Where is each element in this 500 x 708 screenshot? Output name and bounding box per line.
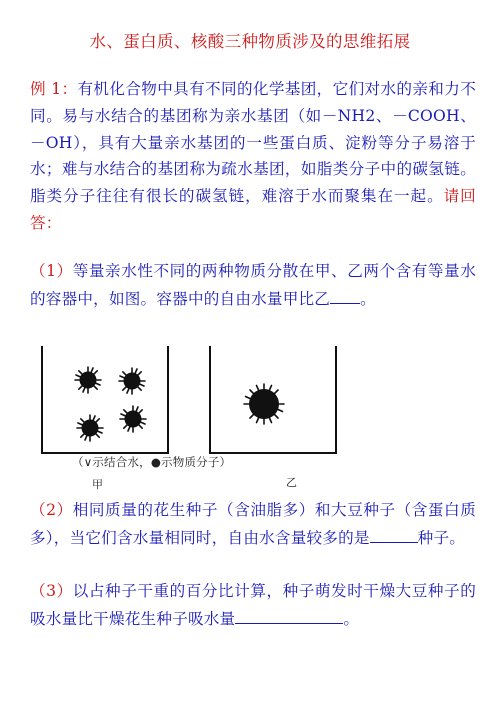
question-3-end: 。: [343, 609, 360, 628]
answer-blank-2[interactable]: [370, 524, 418, 543]
molecule-small: [120, 406, 146, 432]
question-3-text: 以占种子干重的百分比计算，种子萌发时干燥大豆种子的吸水量比干燥花生种子吸水量: [30, 582, 476, 628]
molecule-small: [75, 367, 101, 393]
container-a: [42, 346, 168, 453]
question-3: [30, 578, 476, 633]
question-3-number: （3）: [30, 582, 73, 600]
example-prompt: 请回答：: [30, 187, 476, 232]
molecule-small: [119, 368, 145, 394]
example-paragraph: [30, 76, 476, 237]
container-a-label: 甲: [92, 478, 103, 491]
question-1-number: （1）: [30, 262, 73, 280]
container-figure: [40, 344, 340, 494]
question-2: [30, 497, 476, 552]
question-1-text: 等量亲水性不同的两种物质分散在甲、乙两个含有等量水的容器中，如图。容器中的自由水量甲比乙: [30, 262, 476, 308]
molecule-small: [77, 415, 103, 441]
question-2-end: 种子。: [417, 528, 466, 547]
question-2-text: 相同质量的花生种子（含油脂多）和大豆种子（含蛋白质多），当它们含水量相同时，自由水含量较多的是: [30, 501, 476, 547]
question-1: [30, 258, 476, 313]
example-label: 例 1：: [30, 80, 78, 98]
answer-blank-3[interactable]: [235, 605, 343, 624]
example-text: 有机化合物中具有不同的化学基团，它们对水的亲和力不同。易与水结合的基团称为亲水基团（如－NH2、－COOH、－OH），具有大量亲水基团的一些蛋白质、淀粉等分子易溶于水；难与水结合的基团称为疏水基团，如脂类分子中的碳氢链。脂类分子往往有很长的碳氢链，难溶于水而聚集在一起。: [30, 80, 476, 206]
question-1-end: 。: [360, 289, 376, 308]
molecule-large: [244, 384, 284, 424]
question-2-number: （2）: [30, 501, 73, 519]
figure-caption: （∨示结合水，●示物质分子）: [72, 455, 232, 469]
figure-diagram: [40, 344, 340, 456]
page-title: 水、蛋白质、核酸三种物质涉及的思维拓展: [89, 32, 411, 51]
container-b-label: 乙: [286, 476, 297, 489]
answer-blank-1[interactable]: [330, 285, 360, 304]
